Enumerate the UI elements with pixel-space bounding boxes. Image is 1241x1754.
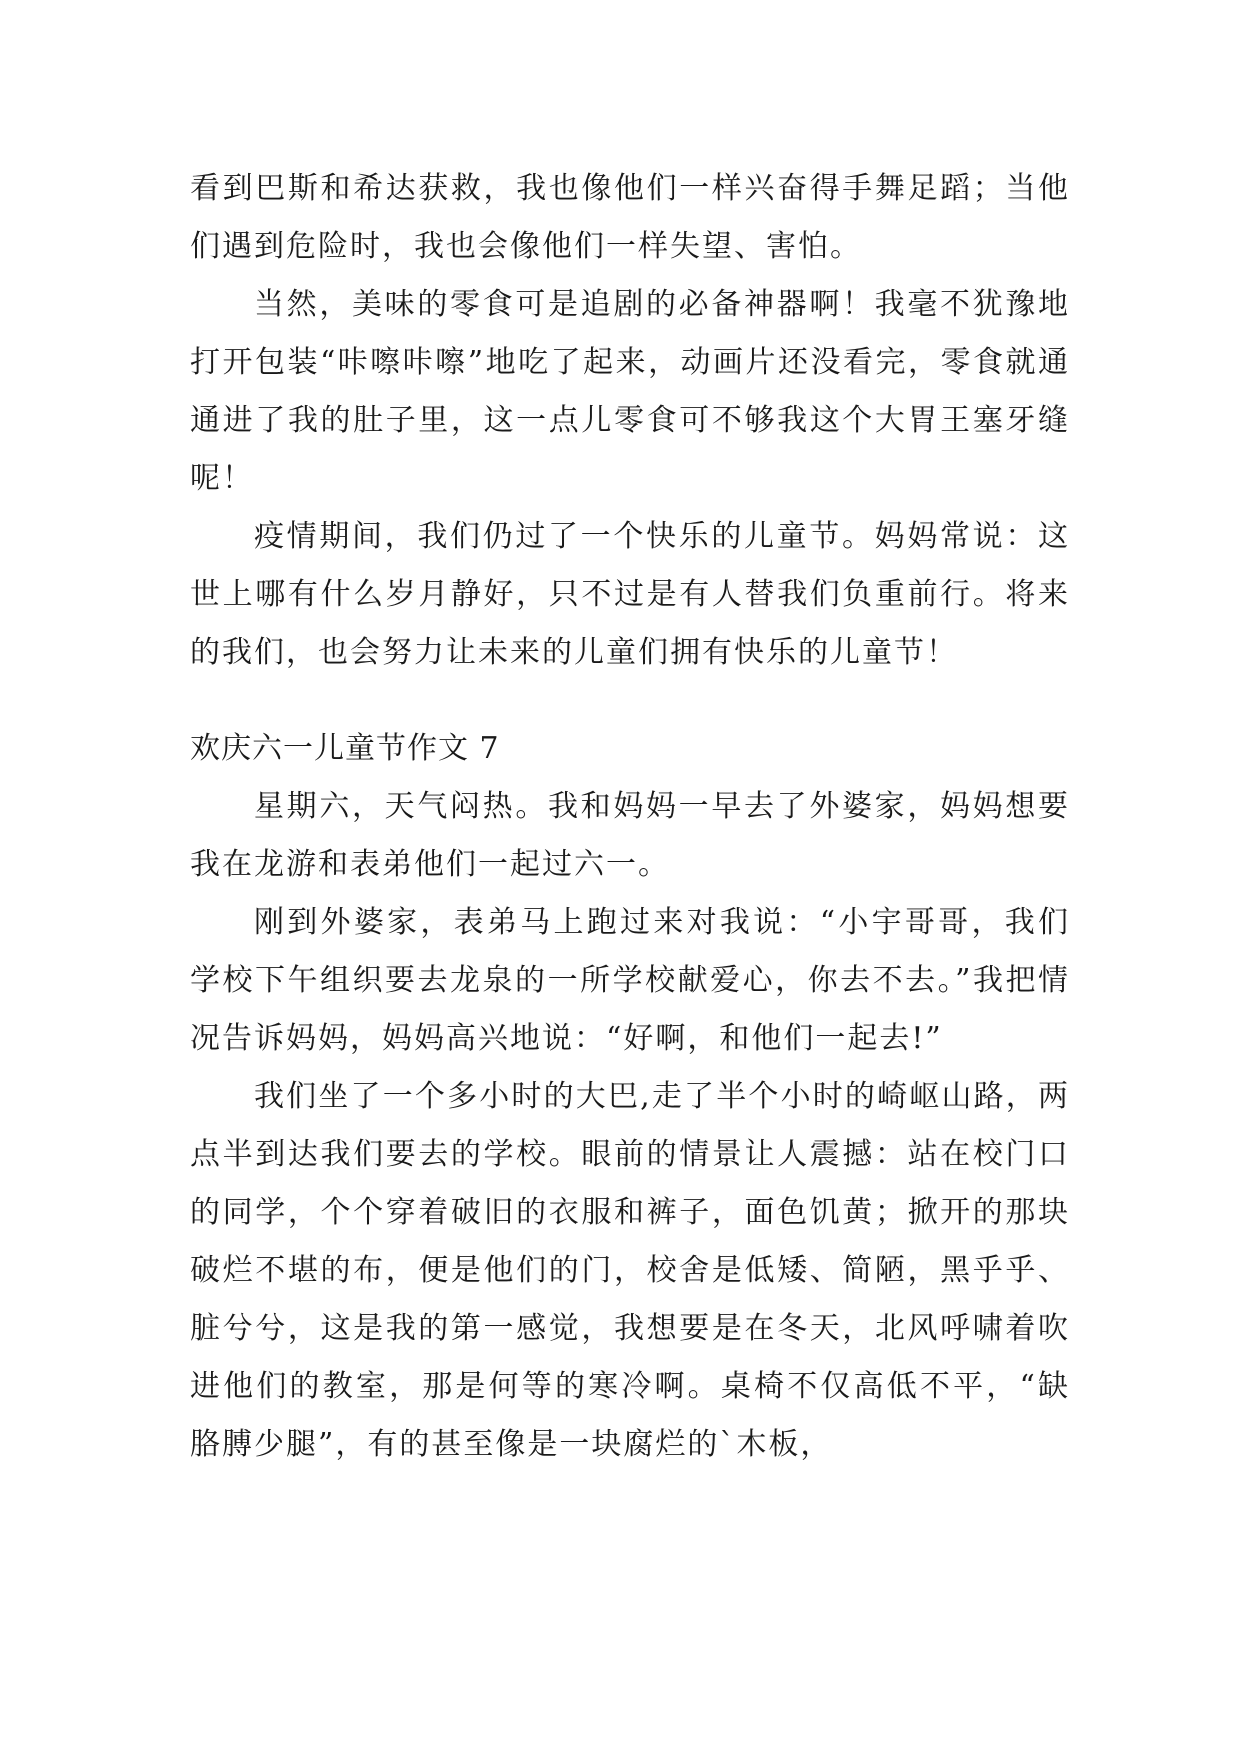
document-body [190, 160, 1070, 1474]
continuation-paragraph: 看到巴斯和希达获救，我也像他们一样兴奋得手舞足蹈；当他们遇到危险时，我也会像他们一样失望、害怕。 [190, 171, 1070, 264]
paragraph-snacks: 当然，美味的零食可是追剧的必备神器啊！我毫不犹豫地打开包装“咔嚓咔嚓”地吃了起来，动画片还没看完，零食就通通进了我的肚子里，这一点儿零食可不够我这个大胃王塞牙缝呢！ [190, 287, 1070, 496]
section-title: 欢庆六一儿童节作文 7 [190, 731, 500, 766]
paragraph-epidemic: 疫情期间，我们仍过了一个快乐的儿童节。妈妈常说：这世上哪有什么岁月静好，只不过是有人替我们负重前行。将来的我们，也会努力让未来的儿童们拥有快乐的儿童节！ [190, 519, 1070, 670]
paragraph-saturday: 星期六，天气闷热。我和妈妈一早去了外婆家，妈妈想要我在龙游和表弟他们一起过六一。 [190, 789, 1070, 882]
paragraph-grandma-house: 刚到外婆家，表弟马上跑过来对我说：“小宇哥哥，我们学校下午组织要去龙泉的一所学校献爱心，你去不去。”我把情况告诉妈妈，妈妈高兴地说：“好啊，和他们一起去!” [190, 905, 1070, 1056]
paragraph-school-visit: 我们坐了一个多小时的大巴,走了半个小时的崎岖山路，两点半到达我们要去的学校。眼前的情景让人震撼：站在校门口的同学，个个穿着破旧的衣服和裤子，面色饥黄；掀开的那块破烂不堪的布，便是他们的门，校舍是低矮、简陋，黑乎乎、脏兮兮，这是我的第一感觉，我想要是在冬天，北风呼啸着吹进他们的教室，那是何等的寒冷啊。桌椅不仅高低不平，“缺胳膊少腿”，有的甚至像是一块腐烂的`木板， [190, 1079, 1070, 1462]
